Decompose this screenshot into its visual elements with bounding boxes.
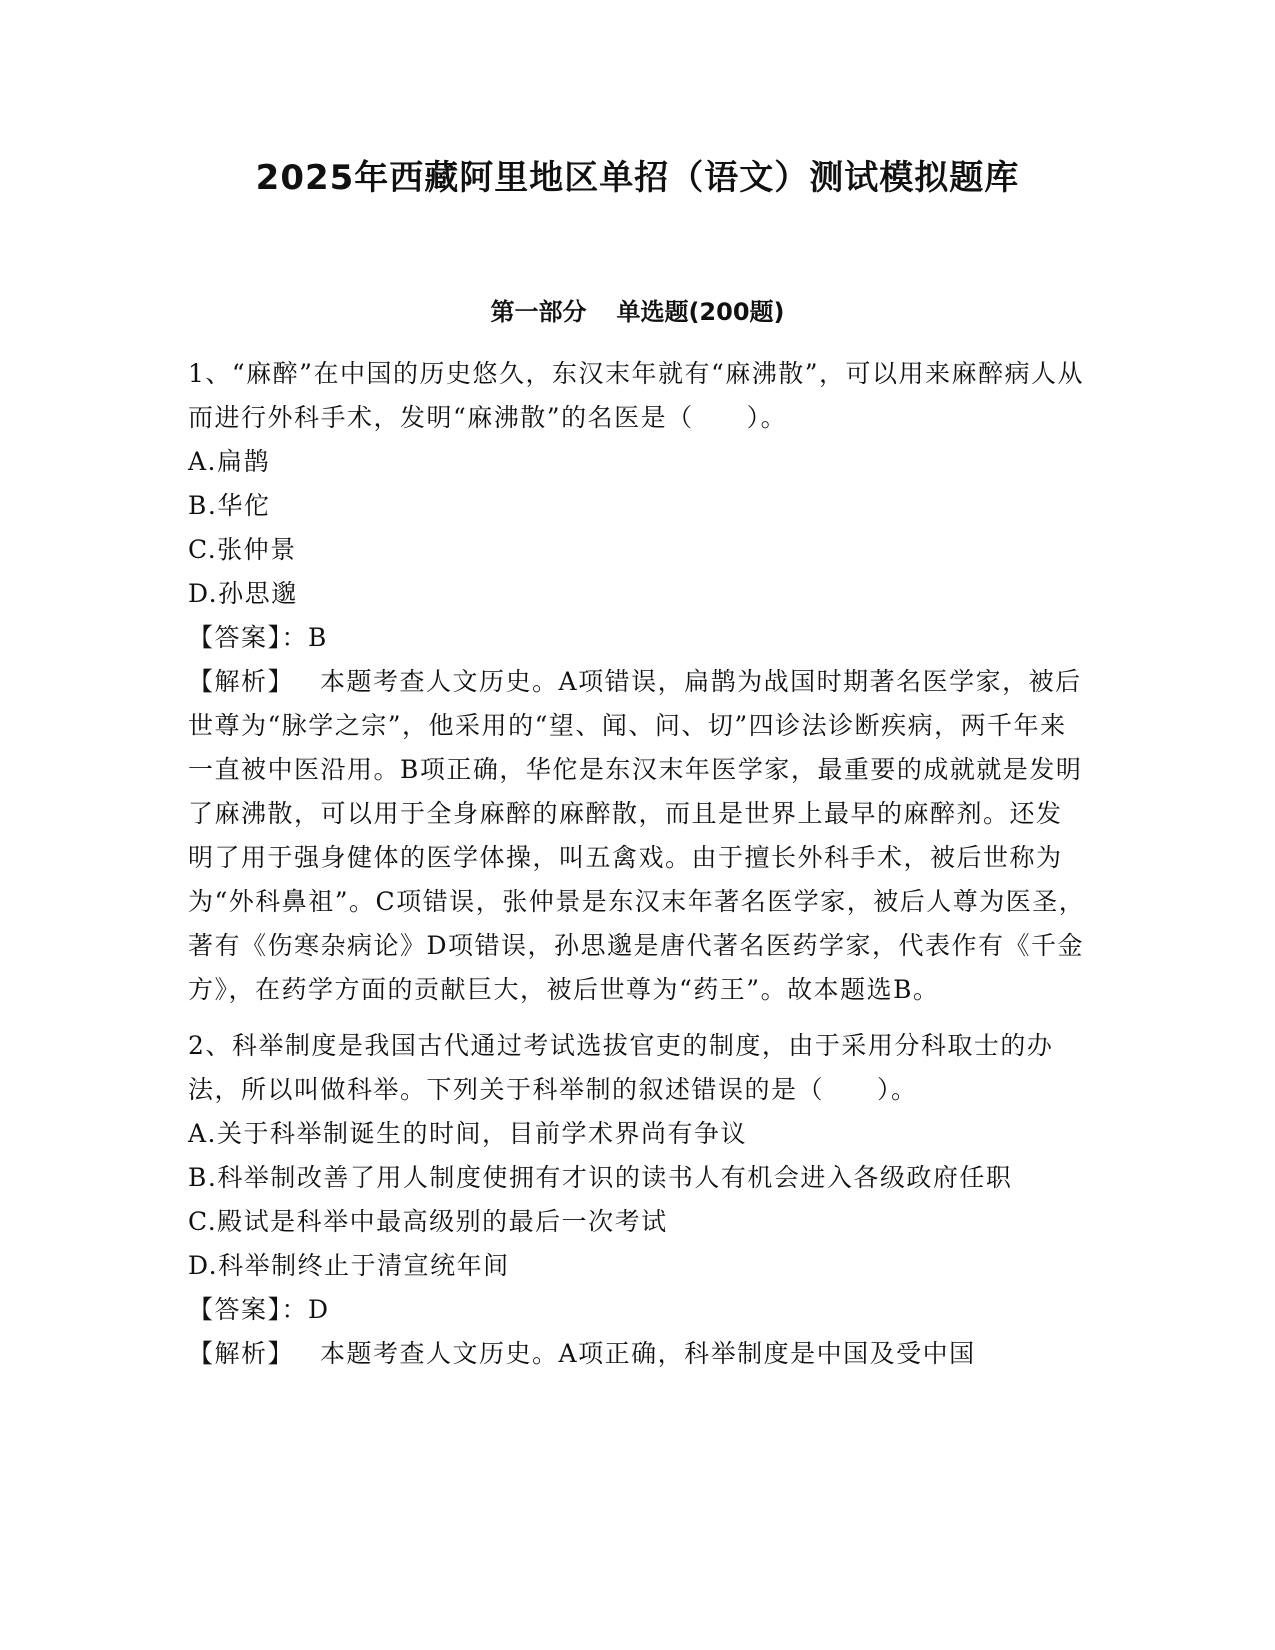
document-title: 2025年西藏阿里地区单招（语文）测试模拟题库 xyxy=(255,158,1020,198)
question-1 xyxy=(188,352,1088,1012)
option-a: A.扁鹊 xyxy=(188,447,271,476)
answer-value: D xyxy=(308,1295,330,1324)
answer-value: B xyxy=(308,623,328,652)
answer-label: 【答案】： xyxy=(188,623,309,652)
analysis-paragraph xyxy=(188,1332,1088,1376)
section-name: 单选题(200题) xyxy=(616,298,785,326)
analysis-label: 【解析】 xyxy=(188,667,295,696)
option-c: C.殿试是科举中最高级别的最后一次考试 xyxy=(188,1207,668,1236)
analysis-label: 【解析】 xyxy=(188,1339,295,1368)
option-a: A.关于科举制诞生的时间，目前学术界尚有争议 xyxy=(188,1119,748,1148)
option-d: D.科举制终止于清宣统年间 xyxy=(188,1251,510,1280)
answer-line xyxy=(188,1288,1088,1332)
analysis-text: 本题考查人文历史。A项错误，扁鹊为战国时期著名医学家，被后世尊为“脉学之宗”，他采用的“望、闻、问、切”四诊法诊断疾病，两千年来一直被中医沿用。B项正确，华佗是东汉末年医学家，最重要的成就就是发明了麻沸散，可以用于全身麻醉的麻醉散，而且是世界上最早的麻醉剂。还发明了用于强身健体的医学体操，叫五禽戏。由于擅长外科手术，被后世称为为“外科鼻祖”。C项错误，张仲景是东汉末年著名医学家，被后人尊为医圣，著有《伤寒杂病论》D项错误，孙思邈是唐代著名医药学家，代表作有《千金方》，在药学方面的贡献巨大，被后世尊为“药王”。故本题选B。 xyxy=(188,667,1086,1004)
question-stem: 2、科举制度是我国古代通过考试选拔官吏的制度，由于采用分科取士的办法，所以叫做科举。下列关于科举制的叙述错误的是（ ）。 xyxy=(188,1031,1054,1104)
question-2 xyxy=(188,1024,1088,1376)
analysis-text: 本题考查人文历史。A项正确，科举制度是中国及受中国 xyxy=(320,1339,976,1368)
option-d: D.孙思邈 xyxy=(188,579,298,608)
section-part: 第一部分 xyxy=(490,298,587,326)
answer-label: 【答案】： xyxy=(188,1295,309,1324)
option-b: B.科举制改善了用人制度使拥有才识的读书人有机会进入各级政府任职 xyxy=(188,1163,1013,1192)
option-b: B.华佗 xyxy=(188,491,271,520)
section-heading xyxy=(0,292,1275,327)
analysis-paragraph xyxy=(188,660,1088,1012)
question-list xyxy=(188,352,1088,1376)
option-c: C.张仲景 xyxy=(188,535,297,564)
question-stem: 1、“麻醉”在中国的历史悠久，东汉末年就有“麻沸散”，可以用来麻醉病人从而进行外科手术，发明“麻沸散”的名医是（ ）。 xyxy=(188,359,1085,432)
answer-line xyxy=(188,616,1088,660)
